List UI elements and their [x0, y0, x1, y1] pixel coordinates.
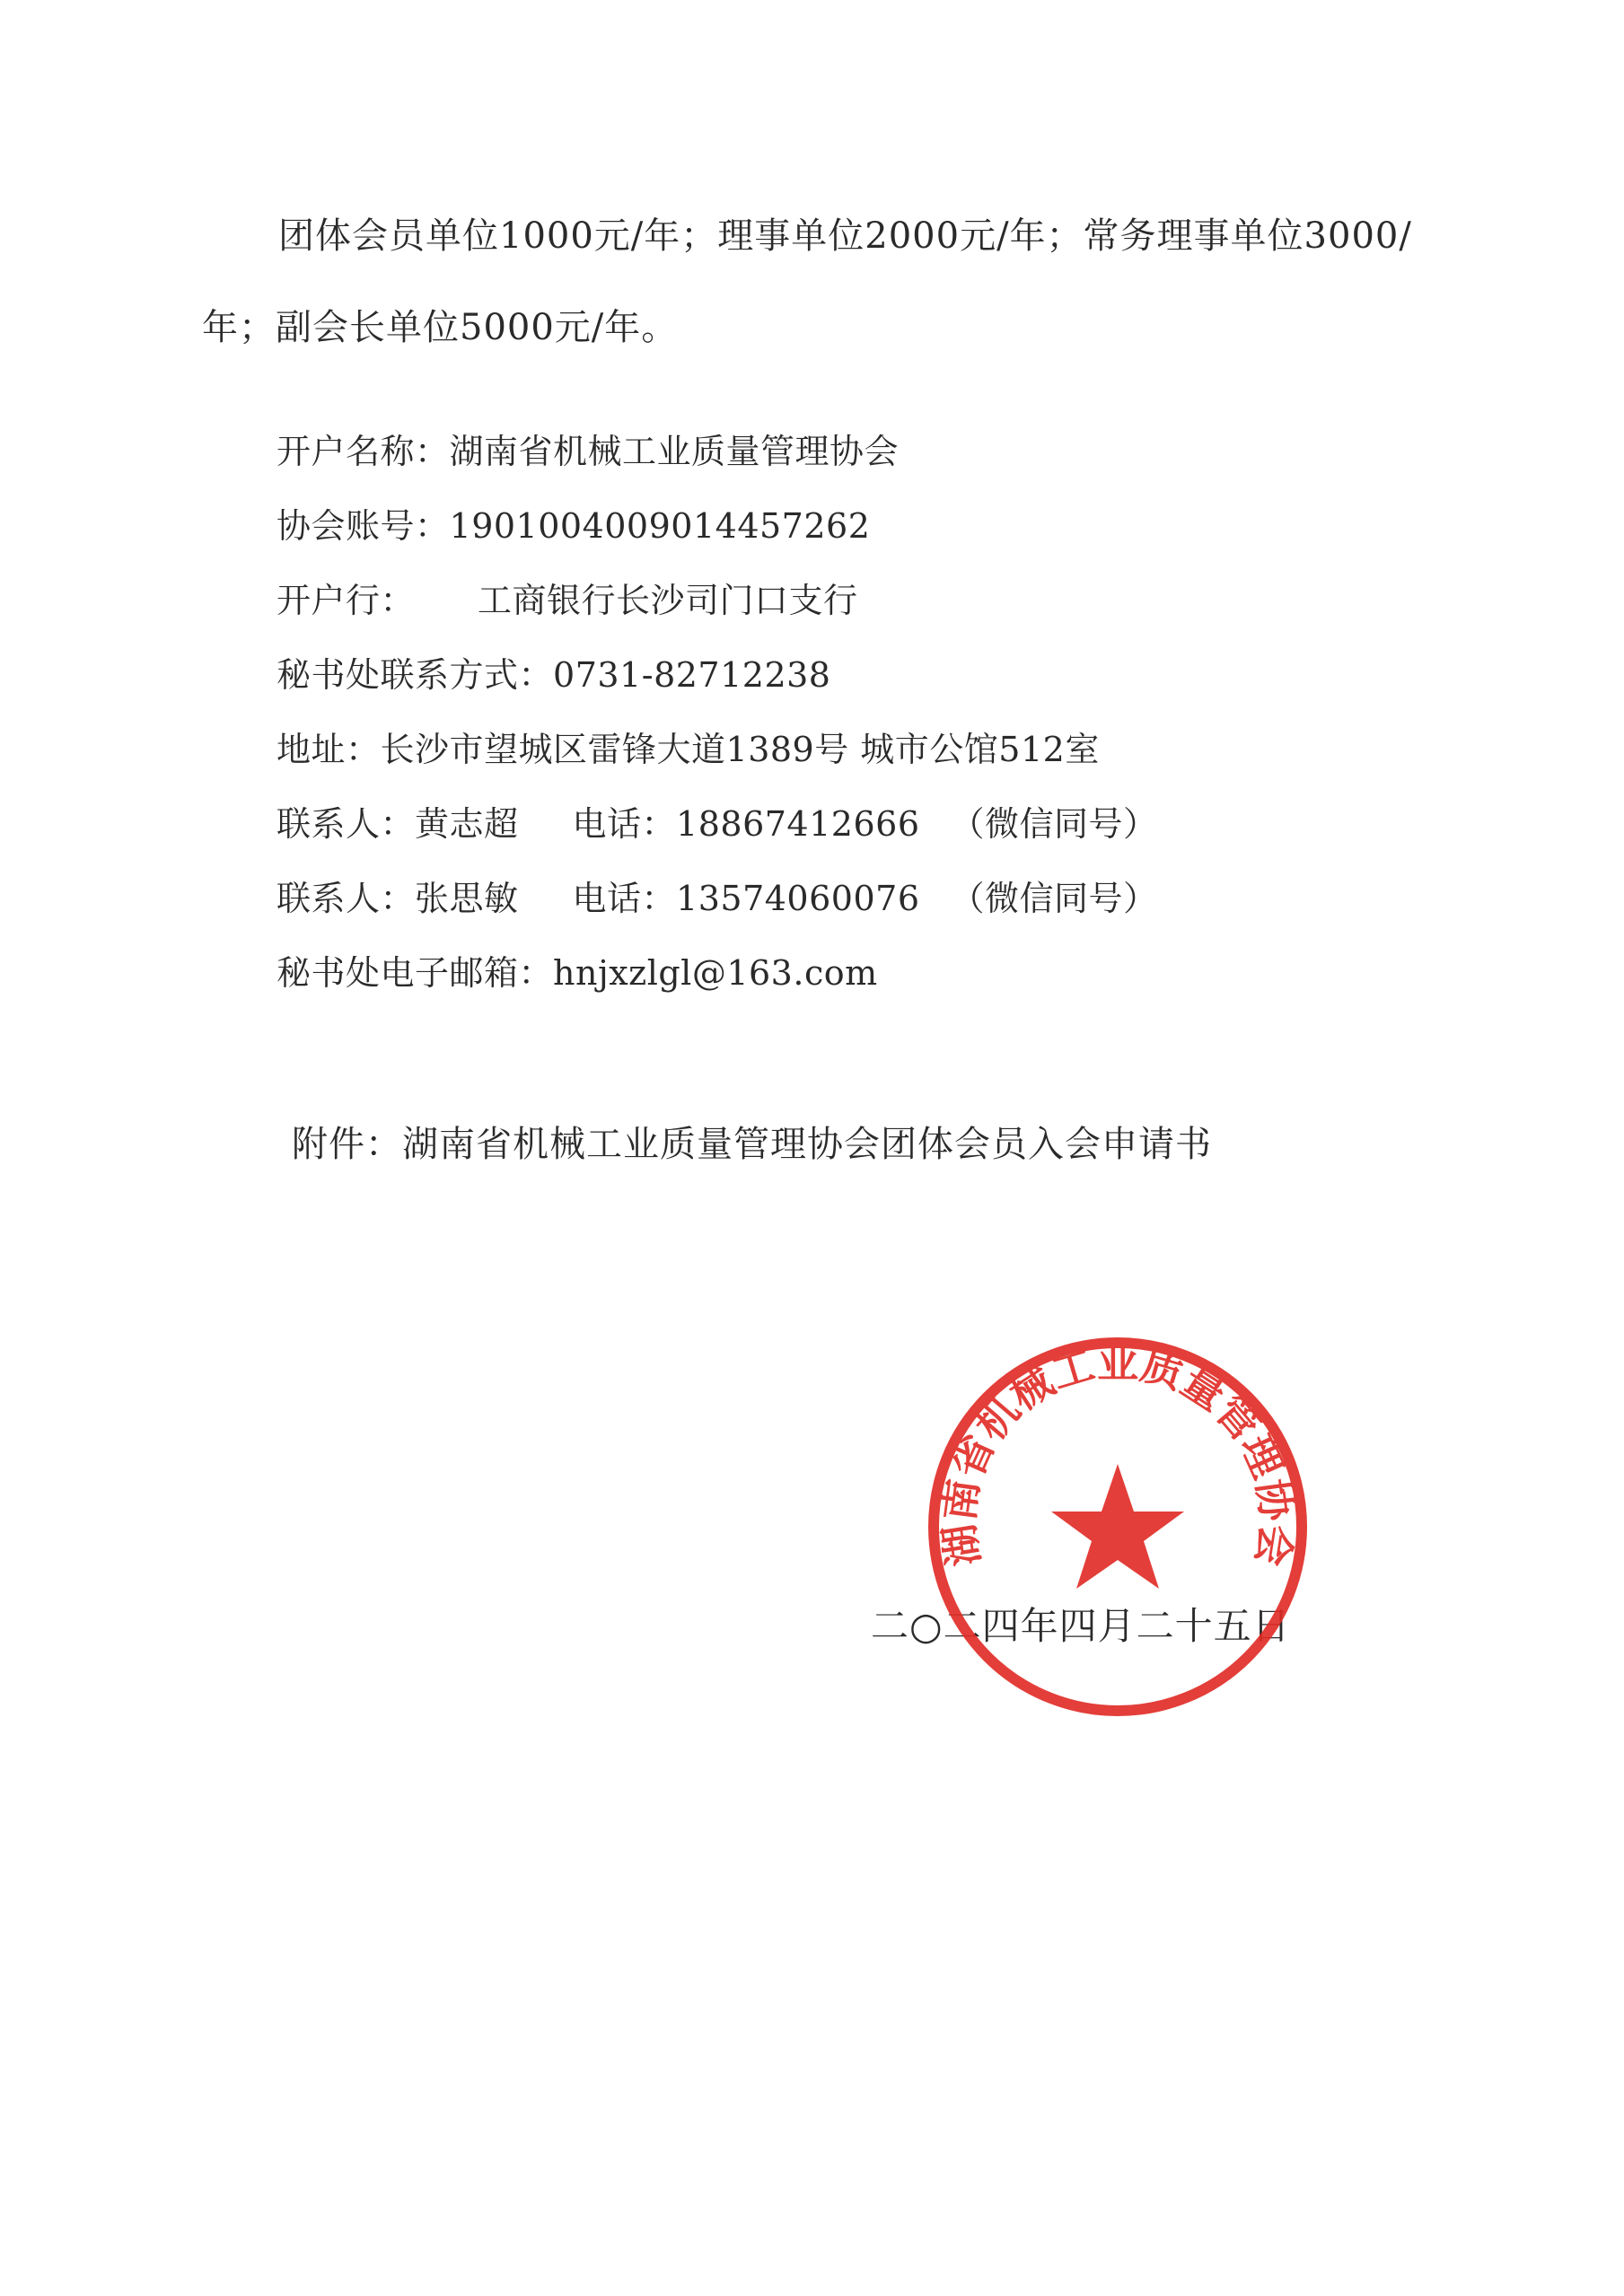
fee-line-1: 团体会员单位1000元/年；理事单位2000元/年；常务理事单位3000/ [278, 215, 1412, 257]
contact-person-row [277, 862, 1444, 936]
contact-person-row [277, 787, 1444, 862]
bank-label: 开户行： [277, 581, 416, 620]
account-name-value: 湖南省机械工业质量管理协会 [449, 432, 900, 471]
email-label: 秘书处电子邮箱： [277, 953, 554, 993]
account-number-value: 1901004009014457262 [449, 506, 871, 546]
email-value: hnjxzlgl@163.com [553, 953, 878, 993]
fee-line-2: 年；副会长单位5000元/年。 [202, 307, 679, 348]
secretariat-contact-row [277, 638, 1444, 713]
attachment-line: 附件：湖南省机械工业质量管理协会团体会员入会申请书 [292, 1124, 1212, 1165]
seal-text: 湖南省机械工业质量管理协会 [934, 1338, 1302, 1570]
secretariat-contact-value: 0731-82712238 [553, 655, 831, 695]
address-value: 长沙市望城区雷锋大道1389号 城市公馆512室 [380, 730, 1100, 769]
official-seal-stamp [925, 1334, 1311, 1720]
phone-number: 13574060076 [676, 879, 920, 918]
contact-person-name: 黄志超 [415, 804, 519, 844]
seal-star-icon [1051, 1464, 1184, 1589]
address-label: 地址： [277, 730, 381, 769]
account-contact-block [277, 415, 1444, 1011]
phone-label: 电话： [572, 879, 677, 918]
document-date: 二○二四年四月二十五日 [871, 1604, 1291, 1648]
secretariat-contact-label: 秘书处联系方式： [277, 655, 554, 695]
contact-person-label: 联系人： [277, 879, 416, 918]
contact-person-label: 联系人： [277, 804, 416, 844]
account-number-row [277, 489, 1444, 564]
address-row [277, 713, 1444, 787]
membership-fee-paragraph [202, 190, 1459, 373]
account-name-row [277, 415, 1444, 489]
phone-number: 18867412666 [676, 804, 920, 844]
bank-value: 工商银行长沙司门口支行 [478, 581, 858, 620]
wechat-note: （微信同号） [950, 804, 1158, 844]
contact-person-name: 张思敏 [415, 879, 519, 918]
email-row [277, 936, 1444, 1011]
phone-label: 电话： [572, 804, 677, 844]
bank-row [277, 564, 1444, 638]
wechat-note: （微信同号） [950, 879, 1158, 918]
account-name-label: 开户名称： [277, 432, 450, 471]
account-number-label: 协会账号： [277, 506, 450, 546]
